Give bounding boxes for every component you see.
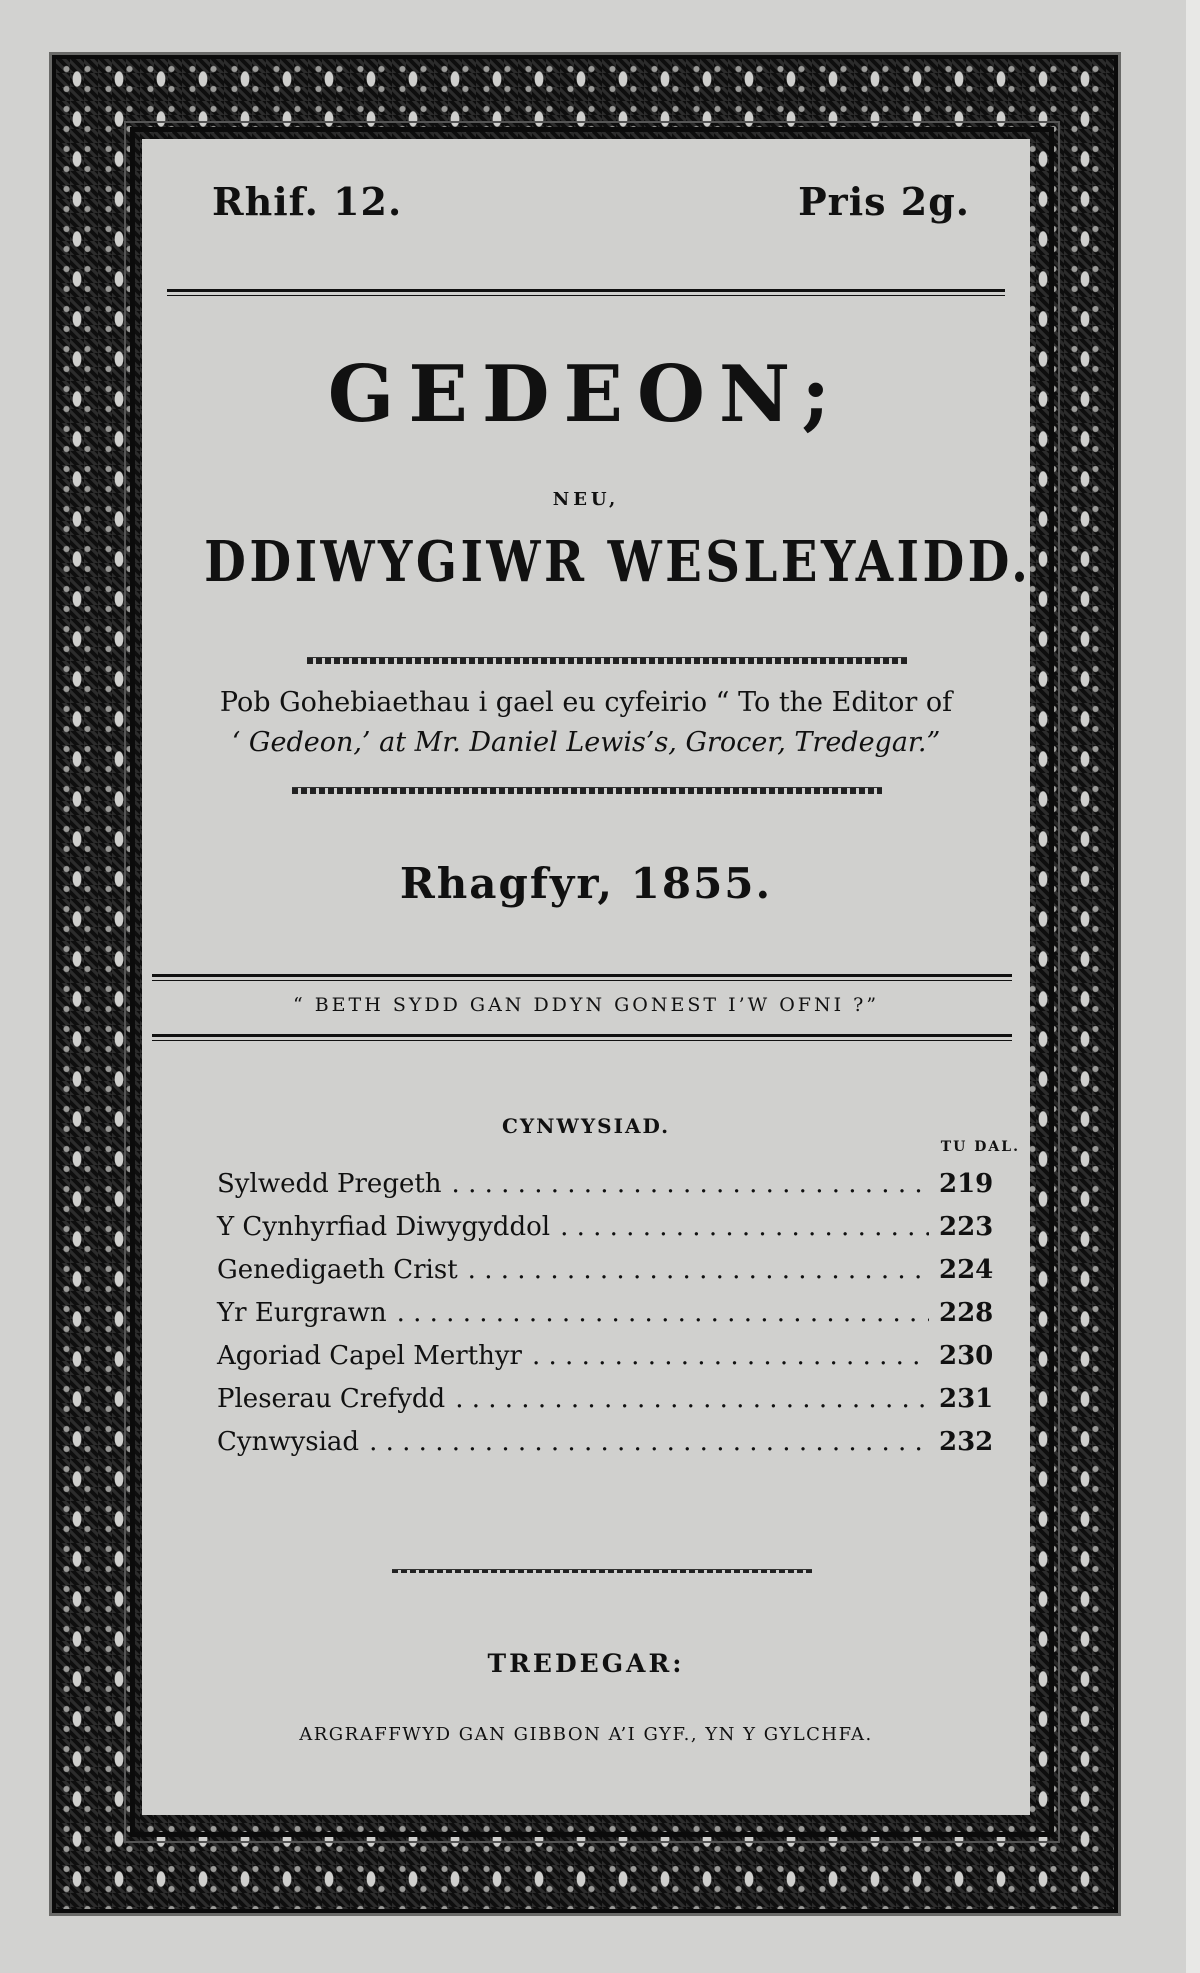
issue-date: Rhagfyr, 1855. <box>399 859 773 908</box>
contents-item-title: Genedigaeth Crist <box>217 1255 458 1285</box>
issue-number: Rhif. 12. <box>212 179 403 224</box>
ornamental-rule-bottom <box>292 787 882 794</box>
leader-dots <box>369 1427 929 1457</box>
correspondence-line-2: ‘ Gedeon,’ at Mr. Daniel Lewis’s, Grocer, Tredegar.” <box>231 727 941 758</box>
list-item <box>217 1212 994 1255</box>
title-page <box>142 139 1030 1815</box>
contents-item-title: Pleserau Crefydd <box>217 1384 446 1414</box>
publication-subtitle: DDIWYGIWR WESLEYAIDD. <box>204 529 1032 595</box>
contents-item-page: 231 <box>939 1384 994 1414</box>
imprint-place: TREDEGAR: <box>487 1649 685 1678</box>
page-edge <box>1186 0 1200 1973</box>
contents-item-title: Sylwedd Pregeth <box>217 1169 442 1199</box>
list-item <box>217 1255 994 1298</box>
list-item <box>217 1341 994 1384</box>
leader-dots <box>455 1384 929 1414</box>
issue-price: Pris 2g. <box>798 179 970 224</box>
contents-item-page: 232 <box>939 1427 994 1457</box>
contents-list <box>217 1169 994 1470</box>
contents-item-page: 224 <box>939 1255 994 1285</box>
leader-dots <box>452 1169 929 1199</box>
correspondence-line-1: Pob Gohebiaethau i gael eu cyfeirio “ To the Editor of <box>219 687 953 718</box>
motto-rule-bottom <box>152 1034 1012 1037</box>
contents-item-page: 219 <box>939 1169 994 1199</box>
list-item <box>217 1427 994 1470</box>
publication-title: GEDEON; <box>327 349 845 440</box>
contents-item-page: 228 <box>939 1298 994 1328</box>
leader-dots <box>532 1341 929 1371</box>
contents-item-page: 230 <box>939 1341 994 1371</box>
header-double-rule <box>167 289 1005 292</box>
contents-item-title: Yr Eurgrawn <box>217 1298 387 1328</box>
list-item <box>217 1298 994 1341</box>
imprint-printer: ARGRAFFWYD GAN GIBBON A’I GYF., YN Y GYLCHFA. <box>299 1724 873 1745</box>
contents-heading: CYNWYSIAD. <box>501 1114 671 1138</box>
list-item <box>217 1384 994 1427</box>
contents-item-title: Y Cynhyrfiad Diwygyddol <box>217 1212 551 1242</box>
issue-header <box>212 179 970 229</box>
leader-dots <box>468 1255 929 1285</box>
motto: “ BETH SYDD GAN DDYN GONEST I’W OFNI ?” <box>292 994 880 1016</box>
contents-item-title: Cynwysiad <box>217 1427 360 1457</box>
closing-rule <box>392 1569 812 1573</box>
contents-item-title: Agoriad Capel Merthyr <box>217 1341 522 1371</box>
leader-dots <box>560 1212 929 1242</box>
motto-rule-top <box>152 974 1012 977</box>
title-conjunction: NEU, <box>552 489 620 510</box>
page-column-label: TU DAL. <box>940 1139 1020 1155</box>
leader-dots <box>397 1298 929 1328</box>
list-item <box>217 1169 994 1212</box>
ornamental-rule-top <box>307 657 907 664</box>
contents-item-page: 223 <box>939 1212 994 1242</box>
